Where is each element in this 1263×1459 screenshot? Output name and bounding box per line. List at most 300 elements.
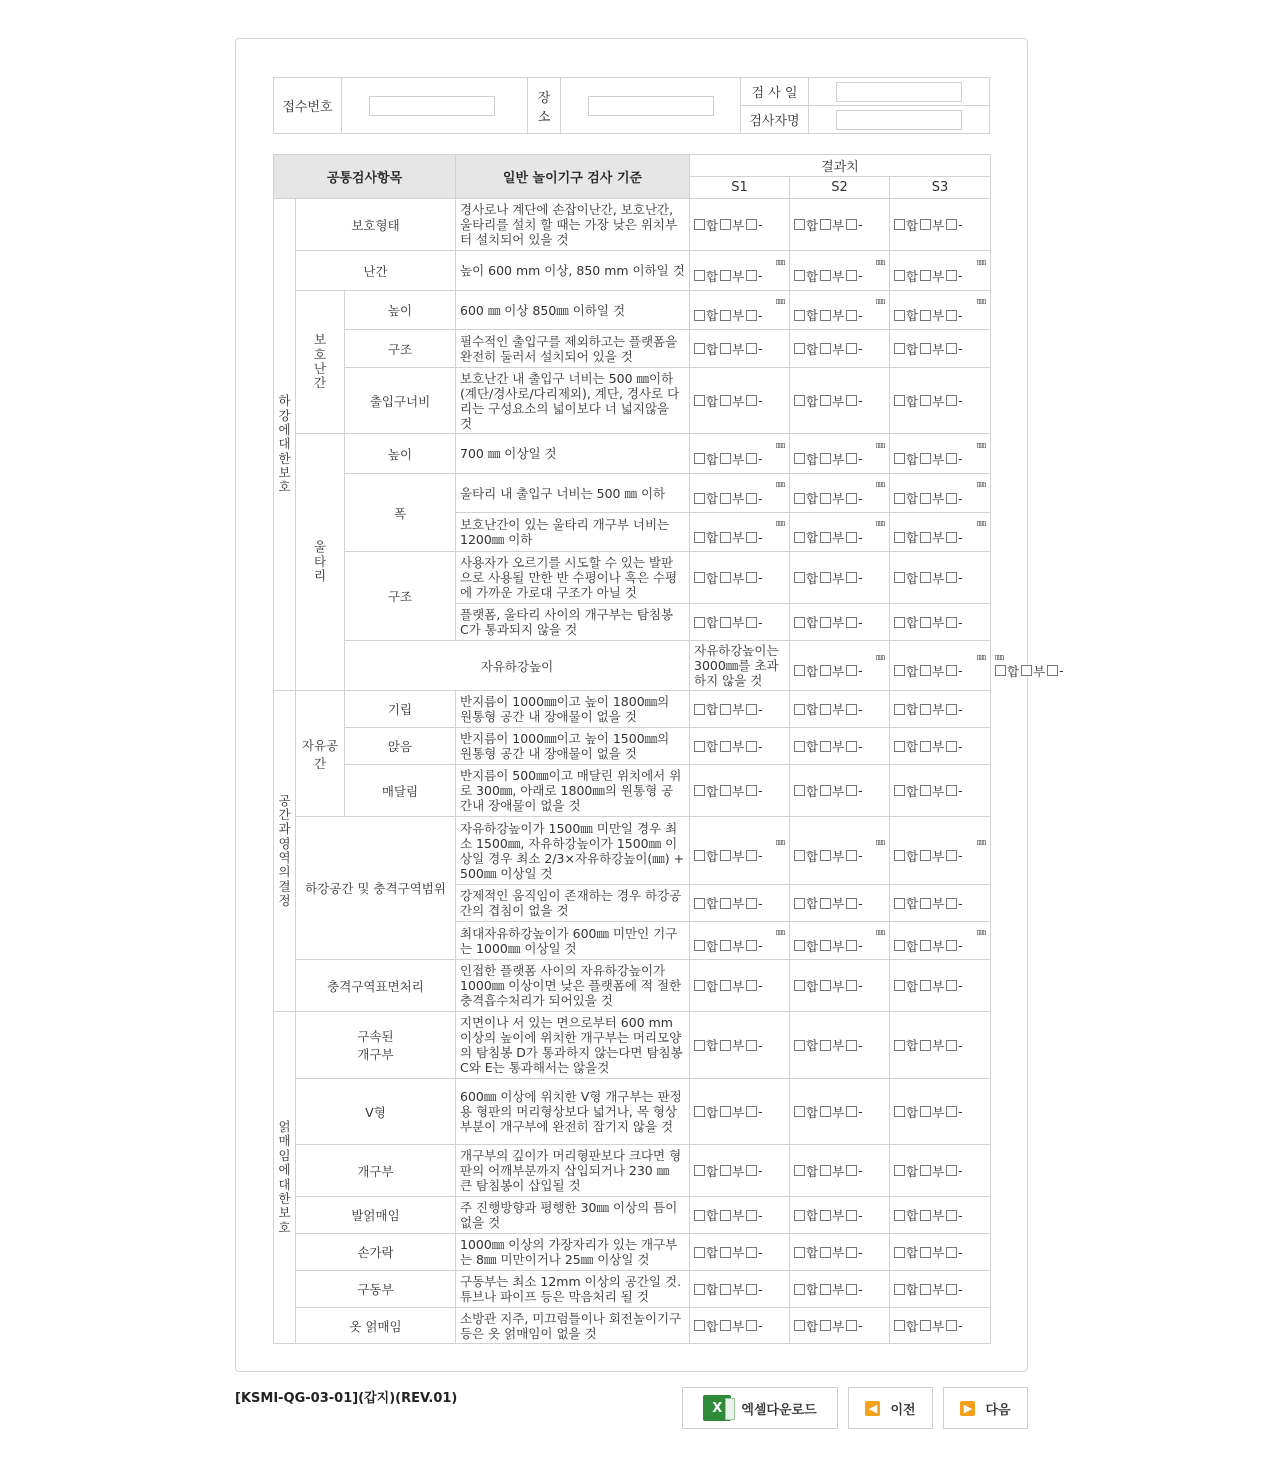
pass-checkbox[interactable] [794,898,805,909]
result-cell-s3 [890,728,991,765]
na-label: - [758,848,763,863]
arrow-left-icon: ◀ [865,1401,880,1416]
fail-label: 부 [732,1245,745,1260]
pass-checkbox[interactable] [794,741,805,752]
fail-checkbox[interactable] [820,1165,831,1176]
result-cell-s2 [790,1079,890,1145]
na-checkbox[interactable] [946,1210,957,1221]
na-checkbox[interactable] [846,980,857,991]
pass-checkbox[interactable] [794,343,805,354]
fail-checkbox[interactable] [820,850,831,861]
fail-checkbox[interactable] [820,617,831,628]
na-checkbox[interactable] [746,270,757,281]
pass-checkbox[interactable] [995,665,1006,676]
na-checkbox[interactable] [746,1320,757,1331]
result-cell-s3 [890,1079,991,1145]
fail-label: 부 [832,938,845,954]
pass-label: 합 [806,530,819,545]
pass-checkbox[interactable] [894,1210,905,1221]
pass-checkbox[interactable] [794,1210,805,1221]
fail-checkbox[interactable] [920,453,931,464]
fail-label: 부 [732,393,745,409]
pass-label: 합 [906,739,919,754]
pass-checkbox[interactable] [794,493,805,504]
fail-checkbox[interactable] [720,270,731,281]
na-checkbox[interactable] [946,270,957,281]
pass-checkbox[interactable] [894,532,905,543]
pass-checkbox[interactable] [694,343,705,354]
na-checkbox[interactable] [946,898,957,909]
pass-checkbox[interactable] [794,940,805,951]
result-cell-s1 [690,604,790,641]
na-checkbox[interactable] [946,940,957,951]
na-label: - [858,1244,863,1260]
fail-checkbox[interactable] [720,617,731,628]
pass-label: 합 [806,1245,819,1260]
na-label: - [958,938,963,953]
fail-checkbox[interactable] [920,980,931,991]
fail-checkbox[interactable] [920,532,931,543]
na-label: - [958,341,963,356]
receipt-number-input[interactable] [369,96,495,116]
pass-checkbox[interactable] [694,850,705,861]
pass-label: 합 [706,848,719,864]
pass-checkbox[interactable] [794,980,805,991]
na-checkbox[interactable] [946,1106,957,1117]
pass-checkbox[interactable] [894,219,905,230]
fail-label: 부 [832,783,845,799]
prev-button[interactable] [848,1387,933,1429]
fail-checkbox[interactable] [920,270,931,281]
na-checkbox[interactable] [746,1165,757,1176]
fail-checkbox[interactable] [720,532,731,543]
na-checkbox[interactable] [746,572,757,583]
pass-checkbox[interactable] [794,270,805,281]
pass-checkbox[interactable] [694,453,705,464]
na-checkbox[interactable] [846,1320,857,1331]
fail-checkbox[interactable] [720,493,731,504]
na-checkbox[interactable] [946,980,957,991]
na-checkbox[interactable] [846,395,857,406]
na-checkbox[interactable] [846,1040,857,1051]
na-checkbox[interactable] [846,453,857,464]
na-checkbox[interactable] [946,310,957,321]
fail-checkbox[interactable] [820,785,831,796]
pass-checkbox[interactable] [794,572,805,583]
na-checkbox[interactable] [946,532,957,543]
pass-checkbox[interactable] [694,532,705,543]
na-checkbox[interactable] [746,310,757,321]
na-checkbox[interactable] [746,493,757,504]
na-checkbox[interactable] [846,785,857,796]
na-checkbox[interactable] [846,1210,857,1221]
fail-label: 부 [932,1318,945,1334]
pass-checkbox[interactable] [694,572,705,583]
inspection-date-input[interactable] [836,82,962,102]
na-checkbox[interactable] [846,572,857,583]
na-label: - [858,217,863,232]
na-checkbox[interactable] [746,704,757,715]
na-checkbox[interactable] [946,665,957,676]
fail-label: 부 [932,217,945,233]
pass-label: 합 [906,1038,919,1053]
pass-checkbox[interactable] [794,785,805,796]
fail-checkbox[interactable] [720,785,731,796]
pass-checkbox[interactable] [794,1320,805,1331]
pass-label: 합 [906,663,919,679]
pass-label: 합 [906,393,919,409]
fail-checkbox[interactable] [820,343,831,354]
fail-checkbox[interactable] [820,1320,831,1331]
fail-checkbox[interactable] [720,1210,731,1221]
na-checkbox[interactable] [746,1210,757,1221]
fail-checkbox[interactable] [920,219,931,230]
na-checkbox[interactable] [946,395,957,406]
pass-checkbox[interactable] [894,1040,905,1051]
pass-checkbox[interactable] [894,785,905,796]
fail-checkbox[interactable] [820,898,831,909]
na-checkbox[interactable] [746,785,757,796]
pass-checkbox[interactable] [894,704,905,715]
na-checkbox[interactable] [946,617,957,628]
na-checkbox[interactable] [746,980,757,991]
fail-checkbox[interactable] [720,343,731,354]
na-checkbox[interactable] [846,704,857,715]
na-label: - [958,738,963,754]
pass-checkbox[interactable] [694,310,705,321]
excel-download-button[interactable] [682,1387,838,1429]
fail-checkbox[interactable] [820,1247,831,1258]
na-checkbox[interactable] [946,343,957,354]
criteria-text: 인접한 플랫폼 사이의 자유하강높이가 1000㎜ 이상이면 낮은 플랫폼에 적 절한 충격흡수처리가 되어있을 것 [456,960,690,1012]
pass-checkbox[interactable] [794,665,805,676]
pass-label: 합 [806,702,819,717]
na-checkbox[interactable] [946,1284,957,1295]
na-label: - [758,1207,763,1223]
pass-checkbox[interactable] [694,785,705,796]
fail-checkbox[interactable] [920,704,931,715]
fail-label: 부 [932,1038,945,1053]
na-checkbox[interactable] [846,1284,857,1295]
s3-header: S3 [890,177,991,199]
fail-label: 부 [832,1245,845,1260]
pass-label: 합 [706,1282,719,1297]
na-checkbox[interactable] [946,572,957,583]
fail-checkbox[interactable] [820,940,831,951]
na-checkbox[interactable] [846,898,857,909]
pass-checkbox[interactable] [694,1210,705,1221]
pass-checkbox[interactable] [694,1165,705,1176]
na-checkbox[interactable] [946,219,957,230]
na-checkbox[interactable] [746,532,757,543]
fail-checkbox[interactable] [820,1106,831,1117]
criteria-text: 구동부는 최소 12mm 이상의 공간일 것. 튜브나 파이프 등은 막음처리 될 것 [456,1271,690,1308]
fail-checkbox[interactable] [920,1040,931,1051]
na-checkbox[interactable] [746,940,757,951]
pass-checkbox[interactable] [894,572,905,583]
pass-checkbox[interactable] [794,219,805,230]
pass-checkbox[interactable] [694,704,705,715]
na-checkbox[interactable] [846,665,857,676]
pass-checkbox[interactable] [694,1320,705,1331]
result-cell-s3 [890,1197,991,1234]
na-checkbox[interactable] [946,1165,957,1176]
na-checkbox[interactable] [846,617,857,628]
fail-checkbox[interactable] [820,704,831,715]
pass-checkbox[interactable] [894,1106,905,1117]
fail-checkbox[interactable] [720,572,731,583]
pass-checkbox[interactable] [894,310,905,321]
na-checkbox[interactable] [846,741,857,752]
fail-checkbox[interactable] [920,1284,931,1295]
pass-checkbox[interactable] [694,1284,705,1295]
na-checkbox[interactable] [746,1106,757,1117]
pass-checkbox[interactable] [894,617,905,628]
fail-checkbox[interactable] [720,940,731,951]
na-label: - [758,738,763,754]
fail-checkbox[interactable] [820,395,831,406]
result-cell-s2 [790,251,890,291]
na-checkbox[interactable] [846,1165,857,1176]
fail-checkbox[interactable] [920,493,931,504]
fail-checkbox[interactable] [820,741,831,752]
fail-label: 부 [932,848,945,864]
fail-label: 부 [932,1208,945,1223]
na-checkbox[interactable] [846,270,857,281]
pass-checkbox[interactable] [794,1247,805,1258]
fail-checkbox[interactable] [820,219,831,230]
na-checkbox[interactable] [746,1040,757,1051]
fail-checkbox[interactable] [820,980,831,991]
na-checkbox[interactable] [846,532,857,543]
fail-label: 부 [832,217,845,233]
pass-checkbox[interactable] [794,1284,805,1295]
pass-checkbox[interactable] [794,532,805,543]
result-cell-s1 [690,330,790,368]
na-checkbox[interactable] [746,1247,757,1258]
inspector-name-input[interactable] [836,110,962,130]
pass-checkbox[interactable] [894,493,905,504]
na-checkbox[interactable] [846,343,857,354]
fail-checkbox[interactable] [720,219,731,230]
fail-checkbox[interactable] [920,617,931,628]
fail-checkbox[interactable] [920,1320,931,1331]
fail-checkbox[interactable] [720,1284,731,1295]
na-checkbox[interactable] [946,1247,957,1258]
na-label: - [858,738,863,754]
fail-checkbox[interactable] [920,1106,931,1117]
na-checkbox[interactable] [746,219,757,230]
pass-checkbox[interactable] [694,1040,705,1051]
na-checkbox[interactable] [1047,665,1058,676]
fail-checkbox[interactable] [820,572,831,583]
pass-checkbox[interactable] [694,270,705,281]
pass-checkbox[interactable] [694,219,705,230]
pass-checkbox[interactable] [794,1106,805,1117]
pass-checkbox[interactable] [894,1284,905,1295]
result-cell-s3 [890,817,991,885]
na-label: - [958,848,963,863]
na-label: - [758,895,763,911]
pass-label: 합 [906,341,919,357]
pass-checkbox[interactable] [694,617,705,628]
pass-checkbox[interactable] [794,704,805,715]
fail-checkbox[interactable] [920,785,931,796]
item-label: 손가락 [296,1234,456,1271]
fail-checkbox[interactable] [920,898,931,909]
fail-checkbox[interactable] [720,310,731,321]
pass-checkbox[interactable] [694,940,705,951]
fail-label: 부 [932,308,945,323]
na-checkbox[interactable] [746,850,757,861]
pass-checkbox[interactable] [694,1106,705,1117]
pass-checkbox[interactable] [894,1247,905,1258]
na-checkbox[interactable] [946,493,957,504]
na-label: - [958,1163,963,1178]
na-checkbox[interactable] [946,785,957,796]
fail-checkbox[interactable] [720,980,731,991]
pass-checkbox[interactable] [694,741,705,752]
na-checkbox[interactable] [946,1040,957,1051]
pass-checkbox[interactable] [894,270,905,281]
fail-checkbox[interactable] [920,850,931,861]
next-button[interactable] [943,1387,1028,1429]
pass-checkbox[interactable] [894,1165,905,1176]
pass-checkbox[interactable] [694,493,705,504]
fail-checkbox[interactable] [920,1210,931,1221]
fail-checkbox[interactable] [920,1165,931,1176]
result-cell-s3 [890,885,991,922]
fail-checkbox[interactable] [820,1040,831,1051]
fail-checkbox[interactable] [920,395,931,406]
na-checkbox[interactable] [746,395,757,406]
fail-checkbox[interactable] [920,572,931,583]
na-checkbox[interactable] [946,850,957,861]
pass-checkbox[interactable] [794,395,805,406]
fail-checkbox[interactable] [720,1040,731,1051]
fail-checkbox[interactable] [720,741,731,752]
result-cell-s1 [690,885,790,922]
fail-checkbox[interactable] [720,850,731,861]
pass-checkbox[interactable] [894,453,905,464]
fail-label: 부 [932,393,945,409]
fail-checkbox[interactable] [720,898,731,909]
pass-checkbox[interactable] [694,980,705,991]
fail-checkbox[interactable] [920,310,931,321]
pass-checkbox[interactable] [794,1165,805,1176]
na-checkbox[interactable] [946,704,957,715]
na-checkbox[interactable] [846,219,857,230]
fail-checkbox[interactable] [920,343,931,354]
pass-checkbox[interactable] [794,453,805,464]
item-label: 출입구너비 [345,368,456,434]
na-checkbox[interactable] [846,940,857,951]
item-label: 구동부 [296,1271,456,1308]
item-label: 구조 [345,330,456,368]
fail-checkbox[interactable] [720,704,731,715]
pass-checkbox[interactable] [794,1040,805,1051]
pass-checkbox[interactable] [894,898,905,909]
na-checkbox[interactable] [746,898,757,909]
fail-checkbox[interactable] [820,1210,831,1221]
na-checkbox[interactable] [846,493,857,504]
na-label: - [958,701,963,717]
na-checkbox[interactable] [746,1284,757,1295]
pass-checkbox[interactable] [894,980,905,991]
na-label: - [958,663,963,678]
pass-checkbox[interactable] [894,665,905,676]
fail-checkbox[interactable] [820,270,831,281]
pass-checkbox[interactable] [894,940,905,951]
fail-checkbox[interactable] [720,1106,731,1117]
result-cell-s2 [790,291,890,330]
fail-checkbox[interactable] [820,665,831,676]
fail-label: 부 [732,896,745,911]
na-checkbox[interactable] [846,1106,857,1117]
fail-checkbox[interactable] [920,665,931,676]
fail-checkbox[interactable] [820,493,831,504]
fail-checkbox[interactable] [720,1247,731,1258]
fail-checkbox[interactable] [720,1165,731,1176]
group-guard-rail: 보호난간 [296,291,345,434]
pass-checkbox[interactable] [894,395,905,406]
pass-checkbox[interactable] [694,1247,705,1258]
na-checkbox[interactable] [846,850,857,861]
criteria-text: 높이 600 mm 이상, 850 mm 이하일 것 [456,251,690,291]
result-cell-s2 [790,728,890,765]
na-checkbox[interactable] [846,310,857,321]
na-checkbox[interactable] [746,343,757,354]
item-label: 보호형태 [296,199,456,251]
na-label: - [858,848,863,863]
na-checkbox[interactable] [846,1247,857,1258]
fail-checkbox[interactable] [720,1320,731,1331]
fail-checkbox[interactable] [820,453,831,464]
pass-checkbox[interactable] [894,1320,905,1331]
pass-checkbox[interactable] [794,310,805,321]
fail-checkbox[interactable] [1021,665,1032,676]
na-checkbox[interactable] [946,1320,957,1331]
pass-checkbox[interactable] [894,741,905,752]
pass-checkbox[interactable] [894,850,905,861]
pass-checkbox[interactable] [794,850,805,861]
na-checkbox[interactable] [946,453,957,464]
pass-checkbox[interactable] [694,395,705,406]
fail-checkbox[interactable] [720,453,731,464]
pass-label: 합 [806,1282,819,1297]
pass-checkbox[interactable] [894,343,905,354]
na-checkbox[interactable] [746,453,757,464]
na-label: - [958,307,963,323]
fail-checkbox[interactable] [820,1284,831,1295]
unit-label: ㎜ [977,652,987,663]
fail-checkbox[interactable] [820,532,831,543]
fail-checkbox[interactable] [720,395,731,406]
na-checkbox[interactable] [746,617,757,628]
criteria-text: 필수적인 출입구를 제외하고는 플랫폼을 완전히 둘러서 설치되어 있을 것 [456,330,690,368]
place-input[interactable] [588,96,714,116]
fail-checkbox[interactable] [920,741,931,752]
pass-checkbox[interactable] [694,898,705,909]
arrow-right-icon: ▶ [960,1401,975,1416]
fail-checkbox[interactable] [920,1247,931,1258]
fail-checkbox[interactable] [920,940,931,951]
na-checkbox[interactable] [946,741,957,752]
fail-label: 부 [832,1163,845,1179]
pass-checkbox[interactable] [794,617,805,628]
fail-checkbox[interactable] [820,310,831,321]
na-checkbox[interactable] [746,741,757,752]
